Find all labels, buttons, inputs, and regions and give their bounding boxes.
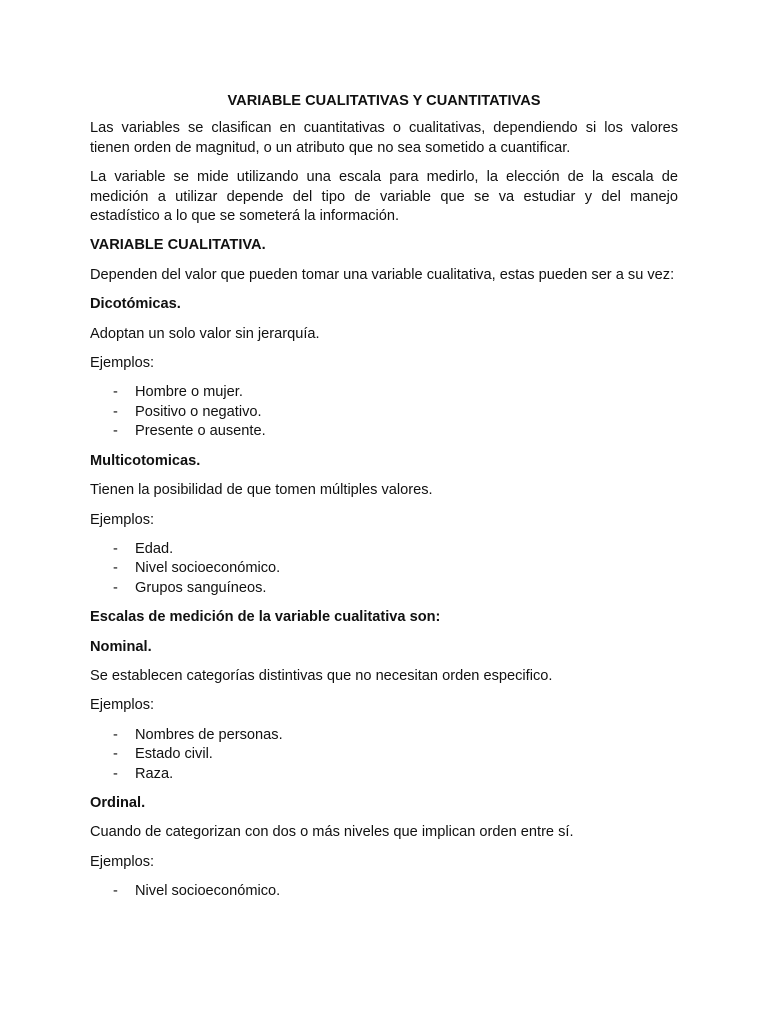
list-item-text: Hombre o mujer. bbox=[135, 384, 243, 401]
list-item-text: Presente o ausente. bbox=[135, 423, 266, 440]
multicotomicas-examples-label: Ejemplos: bbox=[90, 511, 155, 528]
list-item-text: Nivel socioeconómico. bbox=[135, 560, 281, 577]
document-title: VARIABLE CUALITATIVAS Y CUANTITATIVAS bbox=[227, 93, 541, 109]
dash-bullet: - bbox=[113, 883, 118, 900]
ordinal-examples-label: Ejemplos: bbox=[90, 853, 155, 870]
list-item-text: Positivo o negativo. bbox=[135, 403, 262, 420]
subheading-ordinal: Ordinal. bbox=[90, 794, 146, 811]
intro-paragraph-1: Las variables se clasifican en cuantitativas o cualitativas, dependiendo si los valores tienen orden de magnitud, o un atributo que no sea sometido a cuantificar. bbox=[90, 120, 678, 156]
dash-bullet: - bbox=[113, 403, 118, 420]
subheading-escalas: Escalas de medición de la variable cualitativa son: bbox=[90, 609, 441, 626]
dash-bullet: - bbox=[113, 765, 118, 782]
list-item bbox=[90, 559, 678, 578]
list-item bbox=[90, 403, 678, 422]
list-item bbox=[90, 765, 678, 784]
subheading-dicotomicas: Dicotómicas. bbox=[90, 296, 181, 313]
list-item bbox=[90, 540, 678, 559]
list-item bbox=[90, 882, 678, 901]
section-heading-cualitativa: VARIABLE CUALITATIVA. bbox=[90, 237, 266, 254]
list-item bbox=[90, 745, 678, 764]
list-item-text: Nombres de personas. bbox=[135, 726, 283, 743]
multicotomicas-list bbox=[90, 540, 678, 598]
subheading-multicotomicas: Multicotomicas. bbox=[90, 452, 201, 469]
intro-paragraph-2: La variable se mide utilizando una escala para medirlo, la elección de la escala de medición a utilizar depende del tipo de variable que se va estudiar y del manejo estadístico a lo que se someterá la información. bbox=[90, 169, 678, 225]
dash-bullet: - bbox=[113, 384, 118, 401]
list-item-text: Grupos sanguíneos. bbox=[135, 579, 267, 596]
ordinal-list bbox=[90, 882, 678, 901]
list-item bbox=[90, 579, 678, 598]
dash-bullet: - bbox=[113, 726, 118, 743]
nominal-examples-label: Ejemplos: bbox=[90, 697, 155, 714]
list-item bbox=[90, 726, 678, 745]
dash-bullet: - bbox=[113, 560, 118, 577]
list-item-text: Raza. bbox=[135, 765, 174, 782]
dicotomicas-paragraph: Adoptan un solo valor sin jerarquía. bbox=[90, 325, 320, 342]
dash-bullet: - bbox=[113, 579, 118, 596]
list-item-text: Nivel socioeconómico. bbox=[135, 883, 281, 900]
list-item-text: Edad. bbox=[135, 540, 174, 557]
list-item bbox=[90, 383, 678, 402]
nominal-paragraph: Se establecen categorías distintivas que no necesitan orden especifico. bbox=[90, 667, 553, 684]
subheading-nominal: Nominal. bbox=[90, 638, 152, 655]
document-page bbox=[90, 92, 678, 912]
dash-bullet: - bbox=[113, 423, 118, 440]
nominal-list bbox=[90, 726, 678, 784]
dicotomicas-list bbox=[90, 383, 678, 441]
dicotomicas-examples-label: Ejemplos: bbox=[90, 355, 155, 372]
list-item bbox=[90, 422, 678, 441]
dash-bullet: - bbox=[113, 540, 118, 557]
ordinal-paragraph: Cuando de categorizan con dos o más niveles que implican orden entre sí. bbox=[90, 824, 574, 841]
list-item-text: Estado civil. bbox=[135, 746, 213, 763]
multicotomicas-paragraph: Tienen la posibilidad de que tomen múltiples valores. bbox=[90, 482, 433, 499]
dash-bullet: - bbox=[113, 746, 118, 763]
cualitativa-paragraph: Dependen del valor que pueden tomar una variable cualitativa, estas pueden ser a su vez: bbox=[90, 266, 675, 283]
